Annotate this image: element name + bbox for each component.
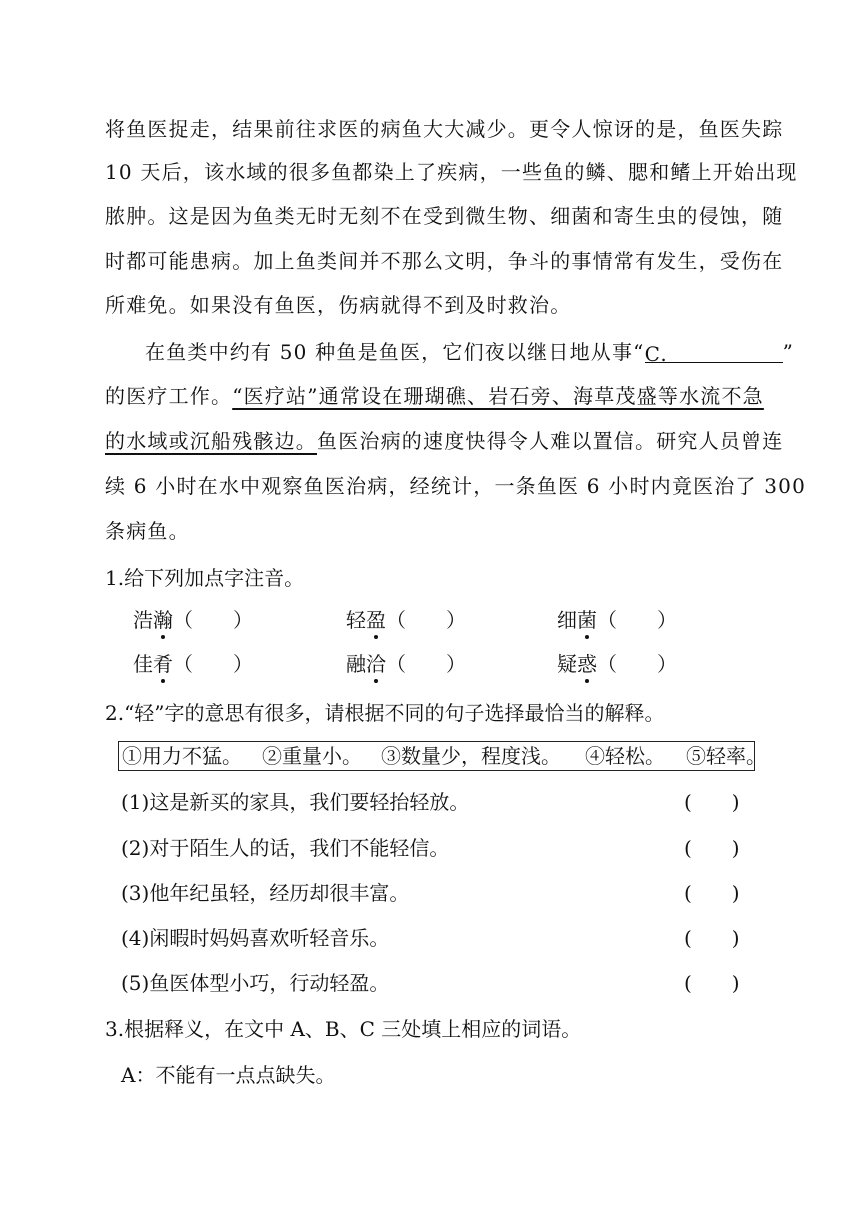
- answer-blank[interactable]: （ ）: [597, 652, 677, 676]
- passage-text: ”: [782, 340, 795, 364]
- option: ③数量少，程度浅。: [381, 744, 561, 768]
- blank-label: C.: [644, 342, 668, 366]
- dotted-char: 盈: [366, 608, 386, 632]
- passage-line: 10 天后，该水域的很多鱼都染上了疾病，一些鱼的鳞、腮和鳍上开始出现: [105, 160, 798, 184]
- passage-line: [105, 384, 764, 408]
- answer-blank[interactable]: ( ): [684, 971, 740, 995]
- option: ②重量小。: [262, 744, 362, 768]
- pinyin-item: [133, 652, 253, 676]
- sentence-item: (4)闲暇时妈妈喜欢听轻音乐。: [121, 926, 390, 950]
- dotted-char: 瀚: [153, 608, 173, 632]
- option: ④轻松。: [585, 744, 665, 768]
- passage-line: 条病鱼。: [105, 519, 190, 543]
- answer-blank[interactable]: （ ）: [173, 608, 253, 632]
- pinyin-item: [133, 608, 253, 632]
- passage-text: 的医疗工作。: [105, 384, 233, 408]
- dotted-char: 洽: [366, 652, 386, 676]
- answer-blank[interactable]: ( ): [684, 926, 740, 950]
- answer-blank[interactable]: ( ): [684, 881, 740, 905]
- answer-blank[interactable]: （ ）: [597, 608, 677, 632]
- passage-text: 鱼医治病的速度快得令人难以置信。研究人员曾连: [317, 429, 784, 453]
- word-char: 细: [557, 608, 577, 632]
- dotted-char: 肴: [153, 652, 173, 676]
- answer-blank[interactable]: （ ）: [386, 652, 466, 676]
- blank-c[interactable]: [644, 342, 783, 366]
- sentence-item: (5)鱼医体型小巧，行动轻盈。: [121, 971, 390, 995]
- word-char: 轻: [346, 608, 366, 632]
- question-2-title: 2.“轻”字的意思有很多，请根据不同的句子选择最恰当的解释。: [105, 701, 665, 725]
- pinyin-item: [557, 652, 677, 676]
- passage-line: 所难免。如果没有鱼医，伤病就得不到及时救治。: [105, 293, 572, 317]
- pinyin-item: [346, 608, 466, 632]
- answer-blank[interactable]: ( ): [684, 836, 740, 860]
- answer-blank[interactable]: （ ）: [173, 652, 253, 676]
- word-char: 浩: [133, 608, 153, 632]
- question-1-title: 1.给下列加点字注音。: [105, 566, 305, 590]
- dotted-char: 惑: [577, 652, 597, 676]
- question-3-title: 3.根据释义，在文中 A、B、C 三处填上相应的词语。: [105, 1017, 582, 1041]
- underlined-sentence: “医疗站”通常设在珊瑚礁、岩石旁、海草茂盛等水流不急: [232, 384, 764, 408]
- sentence-item: (2)对于陌生人的话，我们不能轻信。: [121, 836, 450, 860]
- pinyin-item: [346, 652, 466, 676]
- option: ⑤轻率。: [686, 744, 766, 768]
- passage-line: [145, 340, 794, 364]
- definition-a: A：不能有一点点缺失。: [121, 1063, 336, 1087]
- passage-line: [105, 429, 783, 453]
- passage-line: 续 6 小时在水中观察鱼医治病，经统计，一条鱼医 6 小时内竟医治了 300: [105, 474, 807, 498]
- answer-blank[interactable]: （ ）: [386, 608, 466, 632]
- underlined-sentence: 的水域或沉船残骸边。: [105, 429, 317, 453]
- passage-line: 脓肿。这是因为鱼类无时无刻不在受到微生物、细菌和寄生虫的侵蚀，随: [105, 204, 784, 228]
- word-char: 佳: [133, 652, 153, 676]
- option: ①用力不猛。: [122, 744, 242, 768]
- word-char: 融: [346, 652, 366, 676]
- passage-line: 时都可能患病。加上鱼类间并不那么文明，争斗的事情常有发生，受伤在: [105, 249, 784, 273]
- pinyin-item: [557, 608, 677, 632]
- passage-text: 在鱼类中约有 50 种鱼是鱼医，它们夜以继日地从事“: [145, 340, 645, 364]
- dotted-char: 菌: [577, 608, 597, 632]
- passage-line: 将鱼医捉走，结果前往求医的病鱼大大减少。更令人惊讶的是，鱼医失踪: [105, 117, 784, 141]
- options-box: [118, 741, 766, 771]
- sentence-item: (3)他年纪虽轻，经历却很丰富。: [121, 881, 410, 905]
- answer-blank[interactable]: ( ): [684, 790, 740, 814]
- word-char: 疑: [557, 652, 577, 676]
- sentence-item: (1)这是新买的家具，我们要轻抬轻放。: [121, 790, 470, 814]
